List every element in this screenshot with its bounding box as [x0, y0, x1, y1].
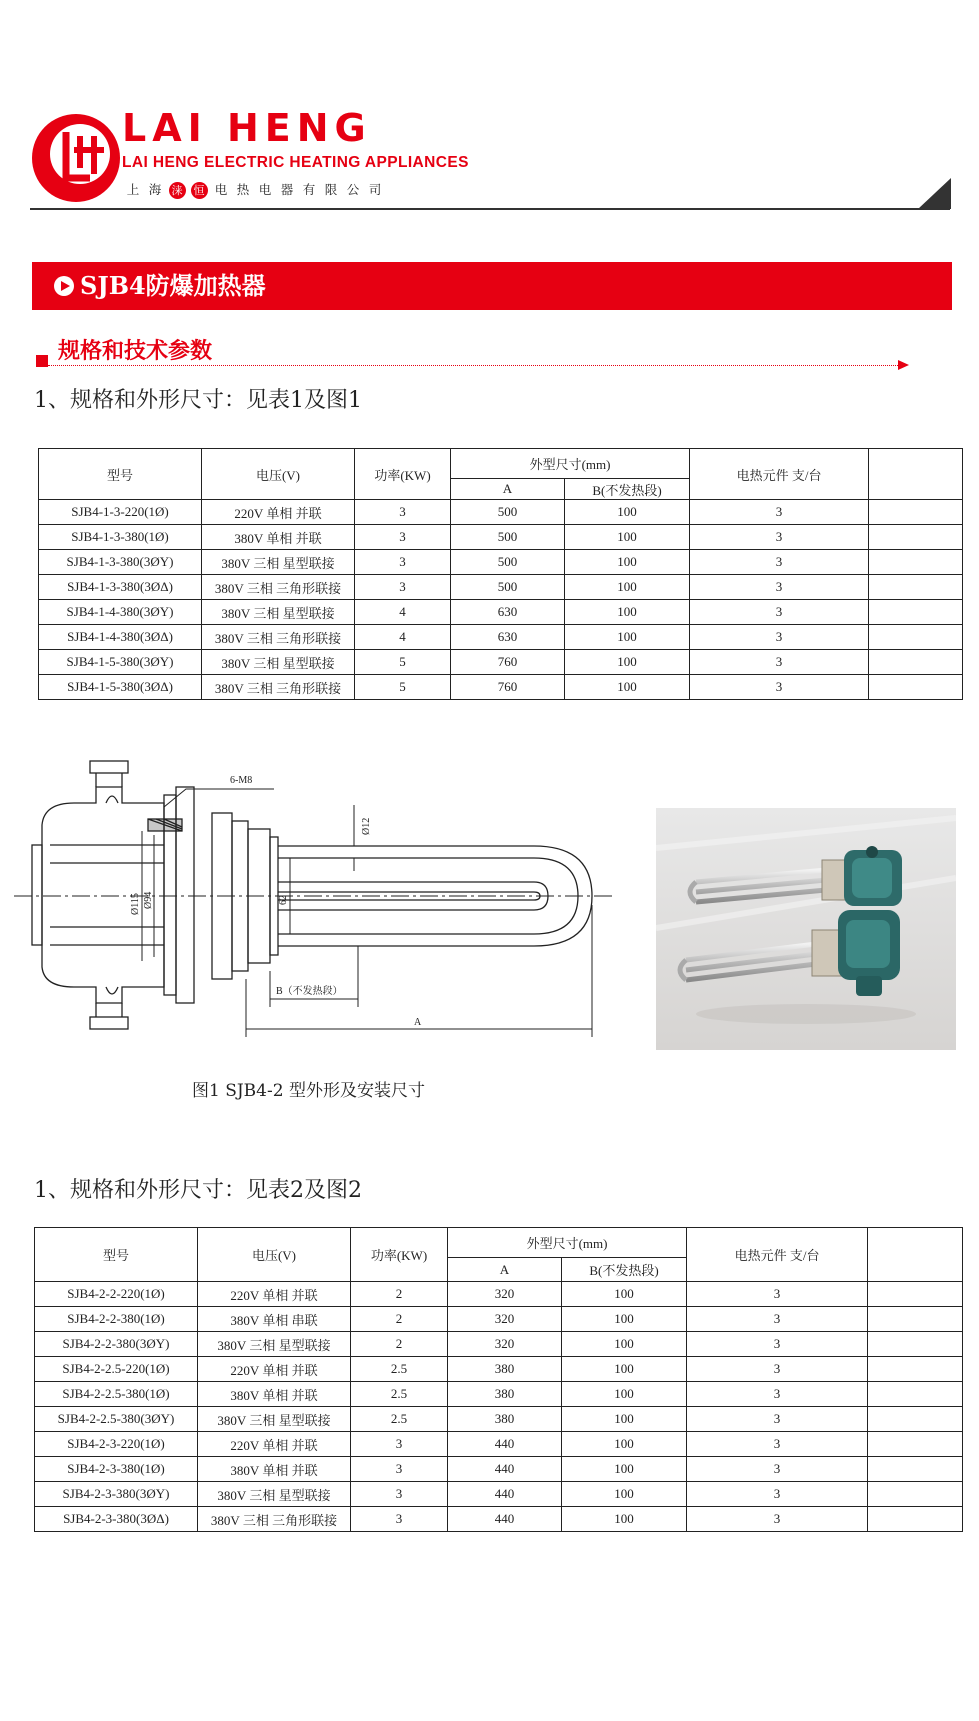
company-char: 恒: [191, 182, 208, 199]
col-elements-header: 电热元件 支/台: [690, 449, 869, 500]
label-d94: Ø94: [143, 891, 154, 909]
cell-blank: [868, 1332, 963, 1357]
col-voltage-header: 电压(V): [198, 1228, 351, 1282]
table-row: [35, 1382, 963, 1407]
company-char: 涞: [169, 182, 186, 199]
header-divider: [30, 208, 950, 210]
cell-voltage: 380V 单相 并联: [198, 1382, 351, 1407]
cell-voltage: 380V 三相 星型联接: [202, 550, 355, 575]
cell-power: 3: [351, 1482, 448, 1507]
cell-b: 100: [562, 1382, 687, 1407]
company-char: 热: [236, 182, 250, 197]
cell-a: 320: [448, 1307, 562, 1332]
cell-blank: [868, 1307, 963, 1332]
cell-power: 4: [355, 625, 451, 650]
table-row: [35, 1282, 963, 1307]
col-blank-header: [868, 1228, 963, 1282]
cell-elements: 3: [687, 1482, 868, 1507]
cell-power: 2: [351, 1282, 448, 1307]
cell-blank: [869, 575, 963, 600]
cell-model: SJB4-2-2-380(3ØY): [35, 1332, 198, 1357]
cell-model: SJB4-2-2.5-380(3ØY): [35, 1407, 198, 1432]
cell-elements: 3: [690, 625, 869, 650]
cell-voltage: 220V 单相 并联: [198, 1357, 351, 1382]
cell-elements: 3: [690, 675, 869, 700]
cell-elements: 3: [690, 525, 869, 550]
cell-model: SJB4-2-3-380(1Ø): [35, 1457, 198, 1482]
cell-a: 500: [451, 525, 565, 550]
label-bolt: 6-M8: [230, 775, 253, 786]
cell-voltage: 220V 单相 并联: [202, 500, 355, 525]
table-row: [35, 1482, 963, 1507]
cell-elements: 3: [687, 1382, 868, 1407]
cell-power: 3: [351, 1432, 448, 1457]
cell-b: 100: [562, 1507, 687, 1532]
brand-name: LAI HENG: [122, 106, 372, 150]
cell-voltage: 380V 三相 三角形联接: [202, 625, 355, 650]
cell-voltage: 220V 单相 并联: [198, 1282, 351, 1307]
cell-model: SJB4-2-3-380(3ØΔ): [35, 1507, 198, 1532]
cell-b: 100: [562, 1307, 687, 1332]
cell-elements: 3: [687, 1307, 868, 1332]
cell-model: SJB4-2-2-380(1Ø): [35, 1307, 198, 1332]
cell-power: 3: [355, 575, 451, 600]
table1-heading: 1、规格和外形尺寸：见表1及图1: [34, 388, 362, 413]
company-name: [122, 180, 386, 199]
cell-voltage: 380V 单相 串联: [198, 1307, 351, 1332]
cell-b: 100: [562, 1332, 687, 1357]
cell-voltage: 220V 单相 并联: [198, 1432, 351, 1457]
cell-a: 630: [451, 600, 565, 625]
cell-elements: 3: [687, 1282, 868, 1307]
cell-b: 100: [565, 575, 690, 600]
cell-b: 100: [565, 525, 690, 550]
company-char: 海: [148, 182, 162, 197]
cell-power: 3: [351, 1507, 448, 1532]
cell-a: 380: [448, 1357, 562, 1382]
table-row: [39, 500, 963, 525]
cell-model: SJB4-2-2.5-380(1Ø): [35, 1382, 198, 1407]
cell-b: 100: [565, 600, 690, 625]
cell-elements: 3: [690, 600, 869, 625]
label-a: A: [414, 1017, 422, 1028]
cell-model: SJB4-1-3-380(1Ø): [39, 525, 202, 550]
cell-elements: 3: [687, 1407, 868, 1432]
cell-blank: [868, 1482, 963, 1507]
section-square-icon: [36, 355, 48, 367]
cell-a: 440: [448, 1432, 562, 1457]
cell-blank: [868, 1507, 963, 1532]
company-char: 电: [214, 182, 228, 197]
cell-power: 2.5: [351, 1357, 448, 1382]
cell-a: 440: [448, 1457, 562, 1482]
cell-blank: [869, 675, 963, 700]
table-row: [35, 1507, 963, 1532]
cell-b: 100: [562, 1432, 687, 1457]
cell-elements: 3: [690, 500, 869, 525]
cell-elements: 3: [690, 550, 869, 575]
table-row: [35, 1432, 963, 1457]
cell-voltage: 380V 三相 星型联接: [198, 1407, 351, 1432]
play-circle-icon: [54, 276, 74, 296]
label-b: B（不发热段）: [276, 986, 343, 997]
col-voltage-header: 电压(V): [202, 449, 355, 500]
cell-blank: [869, 525, 963, 550]
company-char: 司: [368, 182, 382, 197]
cell-power: 2.5: [351, 1382, 448, 1407]
cell-b: 100: [565, 550, 690, 575]
table-row: [39, 575, 963, 600]
col-b-header: B(不发热段): [562, 1258, 687, 1282]
company-char: 有: [302, 182, 316, 197]
table-row: [39, 525, 963, 550]
cell-voltage: 380V 三相 星型联接: [198, 1482, 351, 1507]
cell-voltage: 380V 三相 三角形联接: [202, 575, 355, 600]
table-row: [39, 625, 963, 650]
cell-elements: 3: [687, 1507, 868, 1532]
col-dims-header: 外型尺寸(mm): [451, 449, 690, 479]
cell-power: 3: [355, 550, 451, 575]
cell-model: SJB4-1-5-380(3ØΔ): [39, 675, 202, 700]
cell-blank: [868, 1382, 963, 1407]
cell-b: 100: [562, 1282, 687, 1307]
cell-model: SJB4-1-3-380(3ØY): [39, 550, 202, 575]
table-row: [35, 1407, 963, 1432]
table-row: [35, 1357, 963, 1382]
col-model-header: 型号: [35, 1228, 198, 1282]
cell-model: SJB4-1-4-380(3ØΔ): [39, 625, 202, 650]
cell-power: 2: [351, 1332, 448, 1357]
cell-power: 3: [355, 500, 451, 525]
cell-power: 2: [351, 1307, 448, 1332]
table-row: [39, 650, 963, 675]
cell-elements: 3: [690, 650, 869, 675]
cell-power: 5: [355, 650, 451, 675]
company-char: 限: [324, 182, 338, 197]
cell-a: 320: [448, 1282, 562, 1307]
table-row: [35, 1307, 963, 1332]
table2-heading: 1、规格和外形尺寸：见表2及图2: [34, 1178, 362, 1203]
col-power-header: 功率(KW): [355, 449, 451, 500]
cell-blank: [868, 1407, 963, 1432]
col-blank-header: [869, 449, 963, 500]
cell-voltage: 380V 单相 并联: [202, 525, 355, 550]
cell-power: 2.5: [351, 1407, 448, 1432]
col-dims-header: 外型尺寸(mm): [448, 1228, 687, 1258]
col-a-header: A: [448, 1258, 562, 1282]
cell-model: SJB4-1-4-380(3ØY): [39, 600, 202, 625]
company-char: 器: [280, 182, 294, 197]
cell-elements: 3: [690, 575, 869, 600]
product-photo: [656, 808, 956, 1050]
cell-model: SJB4-1-3-380(3ØΔ): [39, 575, 202, 600]
cell-a: 320: [448, 1332, 562, 1357]
cell-model: SJB4-1-3-220(1Ø): [39, 500, 202, 525]
cell-b: 100: [562, 1457, 687, 1482]
company-char: 上: [126, 182, 140, 197]
cell-a: 440: [448, 1507, 562, 1532]
table-row: [39, 675, 963, 700]
cell-a: 440: [448, 1482, 562, 1507]
cell-voltage: 380V 三相 星型联接: [198, 1332, 351, 1357]
cell-voltage: 380V 三相 三角形联接: [198, 1507, 351, 1532]
arrow-right-icon: [898, 360, 909, 370]
cell-voltage: 380V 单相 并联: [198, 1457, 351, 1482]
table-row: [35, 1457, 963, 1482]
cell-a: 380: [448, 1382, 562, 1407]
figure1-dimension-drawing: [14, 745, 634, 1060]
cell-elements: 3: [687, 1357, 868, 1382]
cell-elements: 3: [687, 1432, 868, 1457]
cell-b: 100: [562, 1482, 687, 1507]
cell-power: 5: [355, 675, 451, 700]
figure1-caption: 图1 SJB4-2 型外形及安装尺寸: [192, 1081, 425, 1101]
cell-model: SJB4-1-5-380(3ØY): [39, 650, 202, 675]
cell-b: 100: [565, 625, 690, 650]
label-d12: Ø12: [361, 817, 372, 835]
label-d115: Ø115: [130, 893, 141, 915]
col-a-header: A: [451, 479, 565, 500]
company-char: 电: [258, 182, 272, 197]
table-row: [35, 1332, 963, 1357]
cell-blank: [868, 1432, 963, 1457]
cell-blank: [868, 1457, 963, 1482]
cell-blank: [869, 600, 963, 625]
cell-a: 760: [451, 675, 565, 700]
col-elements-header: 电热元件 支/台: [687, 1228, 868, 1282]
cell-blank: [868, 1282, 963, 1307]
col-power-header: 功率(KW): [351, 1228, 448, 1282]
cell-model: SJB4-2-3-220(1Ø): [35, 1432, 198, 1457]
spec-table-2: [34, 1227, 963, 1532]
header-corner-triangle: [918, 178, 951, 209]
cell-a: 380: [448, 1407, 562, 1432]
company-logo: [30, 112, 122, 204]
cell-a: 500: [451, 500, 565, 525]
cell-power: 3: [355, 525, 451, 550]
cell-voltage: 380V 三相 星型联接: [202, 650, 355, 675]
cell-b: 100: [565, 650, 690, 675]
cell-blank: [869, 550, 963, 575]
spec-table-1: [38, 448, 963, 700]
cell-b: 100: [565, 675, 690, 700]
cell-power: 3: [351, 1457, 448, 1482]
col-model-header: 型号: [39, 449, 202, 500]
cell-voltage: 380V 三相 星型联接: [202, 600, 355, 625]
cell-a: 630: [451, 625, 565, 650]
section-title: 规格和技术参数: [58, 338, 213, 364]
cell-blank: [869, 650, 963, 675]
table-row: [39, 600, 963, 625]
cell-elements: 3: [687, 1457, 868, 1482]
cell-model: SJB4-2-2.5-220(1Ø): [35, 1357, 198, 1382]
label-d62: 62: [278, 895, 289, 905]
cell-blank: [869, 625, 963, 650]
cell-power: 4: [355, 600, 451, 625]
cell-b: 100: [565, 500, 690, 525]
cell-blank: [868, 1357, 963, 1382]
cell-elements: 3: [687, 1332, 868, 1357]
cell-a: 500: [451, 575, 565, 600]
company-char: 公: [346, 182, 360, 197]
product-title: SJB4防爆加热器: [80, 271, 266, 300]
cell-blank: [869, 500, 963, 525]
cell-a: 500: [451, 550, 565, 575]
section-dotted-rule: [48, 365, 900, 366]
table-row: [39, 550, 963, 575]
cell-model: SJB4-2-2-220(1Ø): [35, 1282, 198, 1307]
cell-b: 100: [562, 1407, 687, 1432]
col-b-header: B(不发热段): [565, 479, 690, 500]
cell-b: 100: [562, 1357, 687, 1382]
cell-model: SJB4-2-3-380(3ØY): [35, 1482, 198, 1507]
brand-subtitle: LAI HENG ELECTRIC HEATING APPLIANCES: [122, 154, 469, 171]
cell-a: 760: [451, 650, 565, 675]
cell-voltage: 380V 三相 三角形联接: [202, 675, 355, 700]
